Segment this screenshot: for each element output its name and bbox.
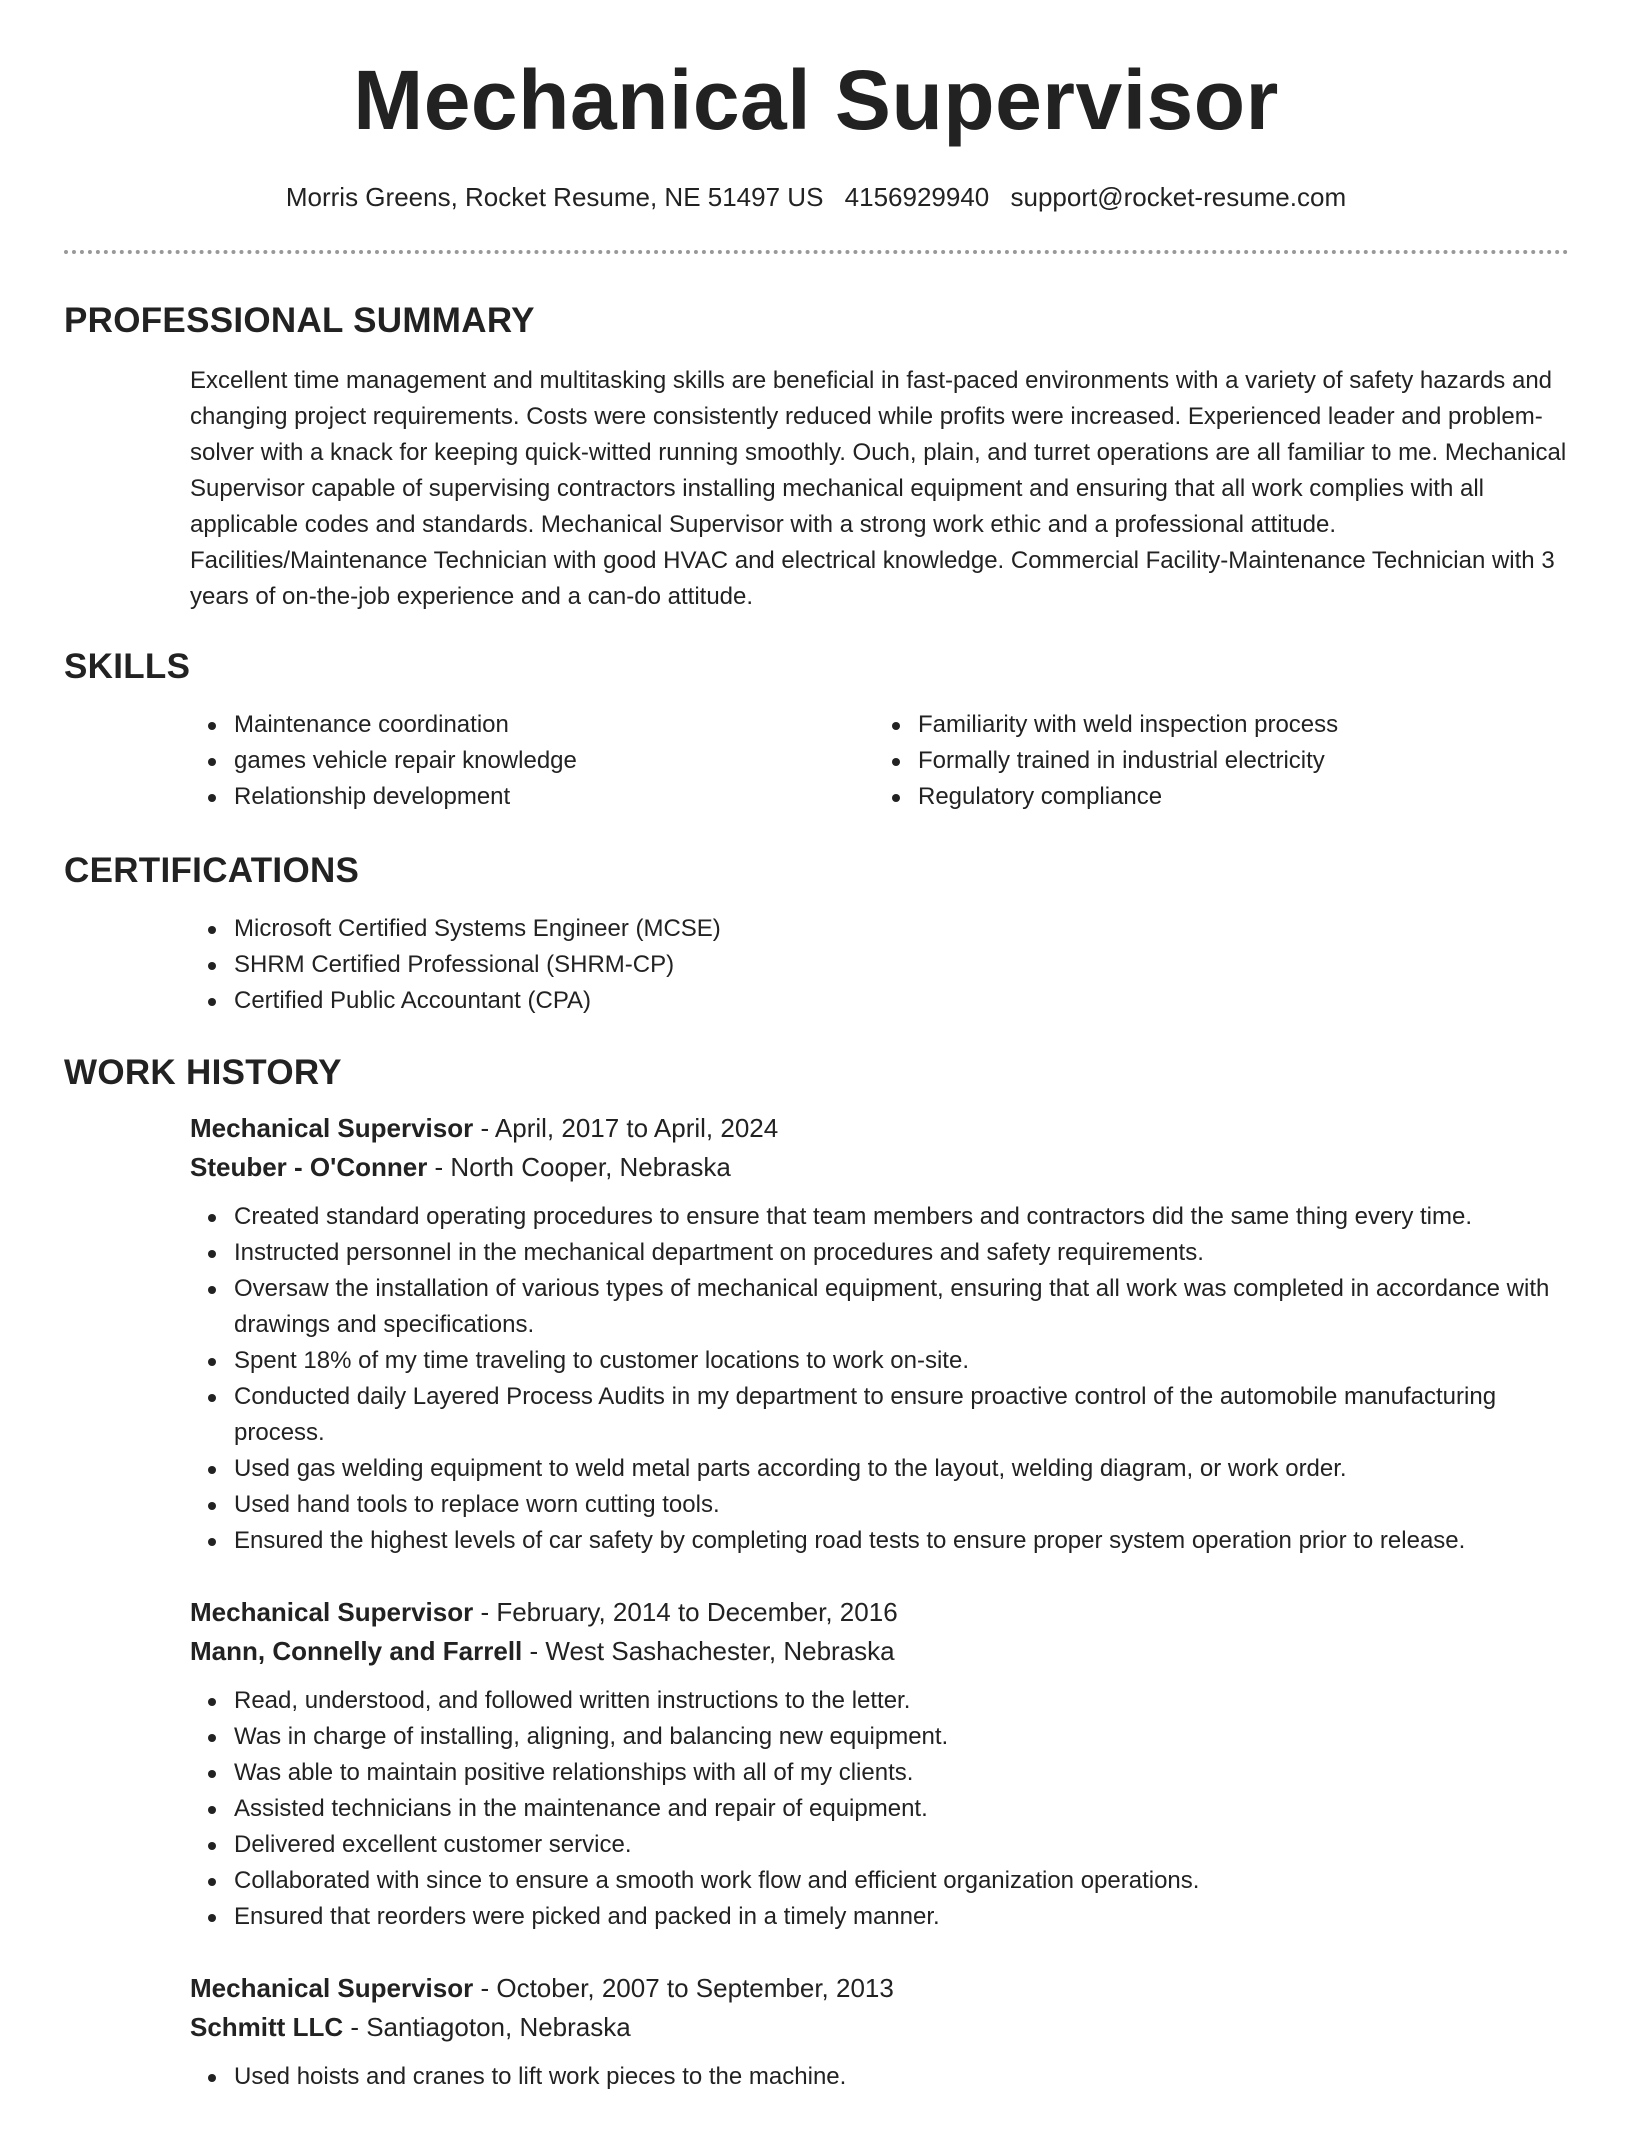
skills-section: [64, 645, 1569, 815]
job-duty: Was in charge of installing, aligning, and balancing new equipment.: [234, 1719, 1569, 1755]
certification-item: Certified Public Accountant (CPA): [234, 983, 1569, 1019]
job-duty: Spent 18% of my time traveling to customer locations to work on-site.: [234, 1343, 1569, 1379]
skills-grid: [64, 707, 1569, 815]
job-duty: Used gas welding equipment to weld metal parts according to the layout, welding diagram, or work order.: [234, 1451, 1569, 1487]
job-company: Mann, Connelly and Farrell: [190, 1636, 523, 1666]
job-company-line: [190, 1632, 1569, 1671]
job-entry: [64, 1109, 1569, 1559]
job-dates: - October, 2007 to September, 2013: [473, 1973, 894, 2003]
certification-item: Microsoft Certified Systems Engineer (MCSE): [234, 911, 1569, 947]
work-history-section: [64, 1051, 1569, 2129]
skill-item: Formally trained in industrial electricity: [918, 743, 1428, 779]
contact-email: support@rocket-resume.com: [1010, 182, 1347, 212]
skill-item: Relationship development: [234, 779, 744, 815]
skills-heading: SKILLS: [64, 647, 191, 686]
job-duty: Used hand tools to replace worn cutting tools.: [234, 1487, 1569, 1523]
job-duty: Read, understood, and followed written instructions to the letter.: [234, 1683, 1569, 1719]
job-duties-list: [64, 1683, 1569, 1935]
job-company: Schmitt LLC: [190, 2012, 344, 2042]
job-duty: Was able to maintain positive relationships with all of my clients.: [234, 1755, 1569, 1791]
skill-item: games vehicle repair knowledge: [234, 743, 744, 779]
skills-right-list: [744, 707, 1428, 815]
job-title: Mechanical Supervisor: [190, 1973, 474, 2003]
job-title: Mechanical Supervisor: [190, 1113, 474, 1143]
job-duty: Ensured that reorders were picked and packed in a timely manner.: [234, 1899, 1569, 1935]
certifications-list: [64, 911, 1569, 1019]
skill-item: Regulatory compliance: [918, 779, 1428, 815]
job-duty: Created standard operating procedures to ensure that team members and contractors did the same thing every time.: [234, 1199, 1569, 1235]
job-company: Steuber - O'Conner: [190, 1152, 428, 1182]
job-duty: Oversaw the installation of various types of mechanical equipment, ensuring that all work was completed in accordance with drawings and specifications.: [234, 1271, 1569, 1343]
job-dates: - February, 2014 to December, 2016: [473, 1597, 898, 1627]
resume-name: Mechanical Supervisor: [353, 53, 1279, 147]
job-location: - West Sashachester, Nebraska: [522, 1636, 895, 1666]
job-location: - Santiagoton, Nebraska: [343, 2012, 631, 2042]
summary-text: Excellent time management and multitasking skills are beneficial in fast-paced environments with a variety of safety hazards and changing project requirements. Costs were consistently reduced while profits were increased. Experienced leader and problem-solver with a knack for keeping quick-witted running smoothly. Ouch, plain, and turret operations are all familiar to me. Mechanical Supervisor capable of supervising contractors installing mechanical equipment and ensuring that all work complies with all applicable codes and standards. Mechanical Supervisor with a strong work ethic and a professional attitude. Facilities/Maintenance Technician with good HVAC and electrical knowledge. Commercial Facility-Maintenance Technician with 3 years of on-the-job experience and a can-do attitude.: [190, 367, 1567, 610]
summary-section: [64, 299, 1569, 615]
job-title-line: [190, 1969, 1569, 2008]
job-duty: Collaborated with since to ensure a smooth work flow and efficient organization operations.: [234, 1863, 1569, 1899]
job-title: Mechanical Supervisor: [190, 1597, 474, 1627]
contact-line: [0, 182, 1632, 213]
job-duties-list: [64, 2059, 1569, 2095]
job-title-line: [190, 1109, 1569, 1148]
certification-item: SHRM Certified Professional (SHRM-CP): [234, 947, 1569, 983]
job-company-line: [190, 2008, 1569, 2047]
job-duty: Instructed personnel in the mechanical department on procedures and safety requirements.: [234, 1235, 1569, 1271]
job-location: - North Cooper, Nebraska: [427, 1152, 731, 1182]
skill-item: Familiarity with weld inspection process: [918, 707, 1428, 743]
job-duty: Used hoists and cranes to lift work pieces to the machine.: [234, 2059, 1569, 2095]
job-title-line: [190, 1593, 1569, 1632]
work-history-heading: WORK HISTORY: [64, 1053, 342, 1092]
job-duties-list: [64, 1199, 1569, 1559]
job-duty: Delivered excellent customer service.: [234, 1827, 1569, 1863]
job-duty: Conducted daily Layered Process Audits in my department to ensure proactive control of the automobile manufacturing process.: [234, 1379, 1569, 1451]
summary-heading: PROFESSIONAL SUMMARY: [64, 301, 535, 340]
job-entry: [64, 1969, 1569, 2095]
job-duty: Assisted technicians in the maintenance and repair of equipment.: [234, 1791, 1569, 1827]
header-divider: [64, 250, 1569, 254]
certifications-section: [64, 849, 1569, 1019]
job-duty: Ensured the highest levels of car safety by completing road tests to ensure proper system operation prior to release.: [234, 1523, 1569, 1559]
job-dates: - April, 2017 to April, 2024: [473, 1113, 779, 1143]
job-entry: [64, 1593, 1569, 1935]
skill-item: Maintenance coordination: [234, 707, 744, 743]
certifications-heading: CERTIFICATIONS: [64, 851, 360, 890]
contact-address: Morris Greens, Rocket Resume, NE 51497 US: [285, 182, 824, 212]
job-company-line: [190, 1148, 1569, 1187]
contact-phone: 4156929940: [844, 182, 990, 212]
skills-left-list: [64, 707, 744, 815]
